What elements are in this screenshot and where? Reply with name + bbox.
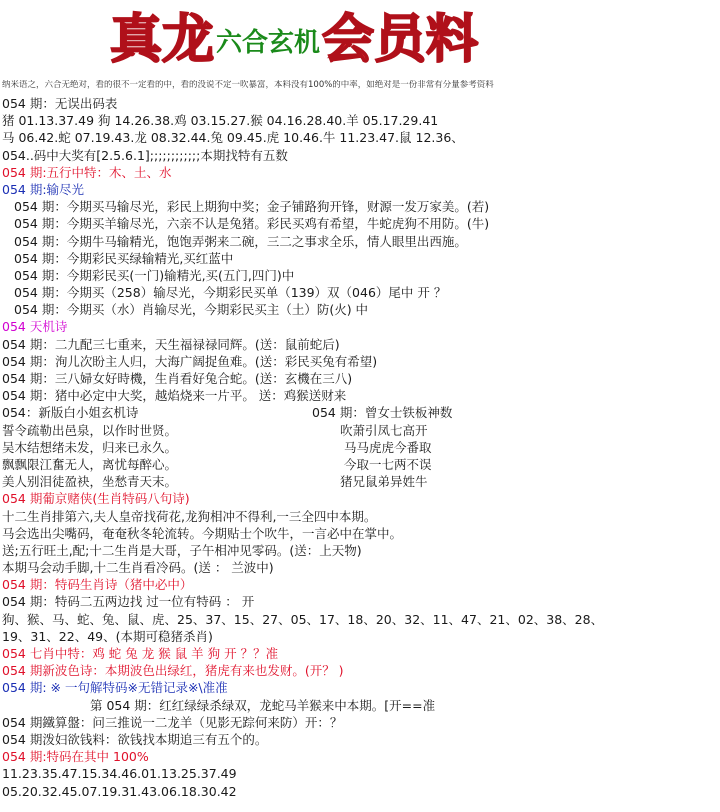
- text-line: 054 七肖中特：鸡 蛇 兔 龙 猴 鼠 羊 狗 开 ？？准: [2, 646, 279, 661]
- poem-row: [2, 439, 718, 456]
- poem-right: 猪兄鼠弟异姓牛: [340, 474, 428, 490]
- title-part-a: 真龙: [110, 9, 215, 70]
- poem-right: 今取一七两不误: [344, 456, 432, 472]
- text-line: 马会选出尖嘴码，奄奄秋冬轮流转。今期贴士个吹牛，一言必中在掌中。: [2, 525, 403, 541]
- header: [0, 0, 720, 90]
- text-line: 05.20.32.45.07.19.31.43.06.18.30.42: [2, 783, 237, 799]
- text-line: 054 期：洵儿次盼主人归，大海广阔捉鱼难。(送：彩民买兔有希望): [2, 353, 378, 369]
- two-column-block: [2, 404, 718, 490]
- text-line: 054 期：二九配三七重来，天生福禄禄同辉。(送：鼠前蛇后): [2, 336, 340, 352]
- page-title: [110, 8, 478, 68]
- poem-left: 飘飘限江奮无人，离忧每醉心。: [2, 456, 178, 472]
- text-line: 19、31、22、49、(本期可稳猪杀肖): [2, 628, 213, 644]
- poem-left: 美人别泪徒盈袂，坐愁青天末。: [2, 474, 178, 490]
- text-line: 054 期：特码生肖诗（猪中必中）: [2, 577, 193, 593]
- text-line: 054..码中大奖有[2.5.6.1];;;;;;;;;;;;本期找特有五数: [2, 147, 288, 163]
- text-line: 马 06.42.蛇 07.19.43.龙 08.32.44.兔 09.45.虎 10.46.牛 11.23.47.鼠 12.36、: [2, 130, 464, 146]
- poem-right: 吹萧引凤七高开: [340, 422, 428, 438]
- text-line: 054 期葡京赌侠(生肖特码八句诗): [2, 491, 190, 507]
- text-line: 054 期：特码二五两边找 过一位有特码 ： 开: [2, 594, 255, 610]
- text-line: 054 期:五行中特：木、土、水: [2, 164, 172, 180]
- text-line: 054 期：今期买马输尽光，彩民上期狗中奖；金子铺路狗开锋，财源一发万家美。(若): [14, 199, 490, 215]
- text-block-1: [2, 95, 718, 404]
- text-line: 054 期:特码在其中 100%: [2, 749, 149, 765]
- disclaimer: 纳米语之，六合无绝对，看的很不一定看的中，看的没说不定一吹暴富，本料没有100%的中率，如绝对是一份非常有分量参考资料: [2, 80, 494, 90]
- poem-row: [2, 422, 718, 439]
- poem-left: 誓令疏勒出邑泉，以作时世贤。: [2, 422, 178, 438]
- text-line: 本期马会动手脚,十二生肖看冷码。(送 ： 兰波中): [2, 560, 274, 576]
- text-line: 054 天机诗: [2, 319, 68, 335]
- text-line: 054 期泼妇欲钱料：欲钱找本期追三有五个的。: [2, 731, 268, 747]
- text-line: 054 期新波色诗：本期波色出绿红，猪虎有来也发财。(开？ ): [2, 663, 344, 679]
- text-line: 054 期：无误出码表: [2, 96, 118, 111]
- title-part-b: 会员料: [322, 9, 479, 70]
- text-line: 猪 01.13.37.49 狗 14.26.38.鸡 03.15.27.猴 04.16.28.40.羊 05.17.29.41: [2, 113, 439, 129]
- poem-row: [2, 404, 718, 421]
- text-line: 054 期鐵算盤：问三推说一二龙羊（见影无踪何来防）开：？: [2, 714, 343, 730]
- text-line: 054 期: ※ 一句解特码※无错记录※\准准: [2, 680, 228, 696]
- text-line: 054 期：猪中必定中大奖，越焰烧来一片平。 送：鸡猴送财来: [2, 388, 347, 404]
- text-line: 054 期：三八婦女好時機，生肖看好兔合蛇。(送：玄機在三八): [2, 371, 353, 386]
- poem-row: [2, 473, 718, 490]
- poem-row: [2, 456, 718, 473]
- text-line: 第 054 期：红红绿绿杀绿双，龙蛇马羊猴来中本期。[开==准: [90, 697, 436, 713]
- text-line: 054 期：今期牛马输精光，饱饱弄粥来二碗，三二之事求全乐，情人眼里出西施。: [14, 233, 467, 249]
- poem-left: 吴木结想绪未发，归来已永久。: [2, 439, 178, 455]
- text-line: 054 期:输尽光: [2, 181, 85, 197]
- title-part-mid: 六合玄机: [216, 28, 321, 58]
- text-line: 11.23.35.47.15.34.46.01.13.25.37.49: [2, 766, 237, 782]
- text-line: 054 期：今期彩民买绿输精光,买红蓝中: [14, 250, 234, 266]
- poem-right: 054 期：曾女士铁板神数: [312, 405, 453, 421]
- text-line: 054 期：今期买（258）输尽光，今期彩民买单（139）双（046）尾中 开 ？: [14, 285, 447, 301]
- text-line: 054 期：今期买羊输尽光，六亲不认是兔猪。彩民买鸡有希望，牛蛇虎狗不用防。(牛): [14, 216, 490, 232]
- poem-left: 054：新版白小姐玄机诗: [2, 405, 139, 421]
- text-line: 054 期：今期买（水）肖输尽光，今期彩民买主（土）防(火) 中: [14, 302, 369, 318]
- poem-right: 马马虎虎今番取: [344, 439, 432, 455]
- text-line: 狗、猴、马、蛇、兔、鼠、虎、25、37、15、27、05、17、18、20、32、11、47、21、02、38、28、: [2, 611, 604, 627]
- text-block-2: [2, 490, 718, 799]
- text-line: 十二生肖排第六,夫人皇帝找荷花,龙狗相冲不得利,一三全四中本期。: [2, 508, 377, 524]
- text-line: 054 期：今期彩民买(一门)输精光,买(五门,四门)中: [14, 267, 295, 283]
- content: [2, 95, 718, 800]
- text-line: 送;五行旺土,配;十二生肖是大哥，子午相冲见零码。(送：上天物): [2, 542, 362, 558]
